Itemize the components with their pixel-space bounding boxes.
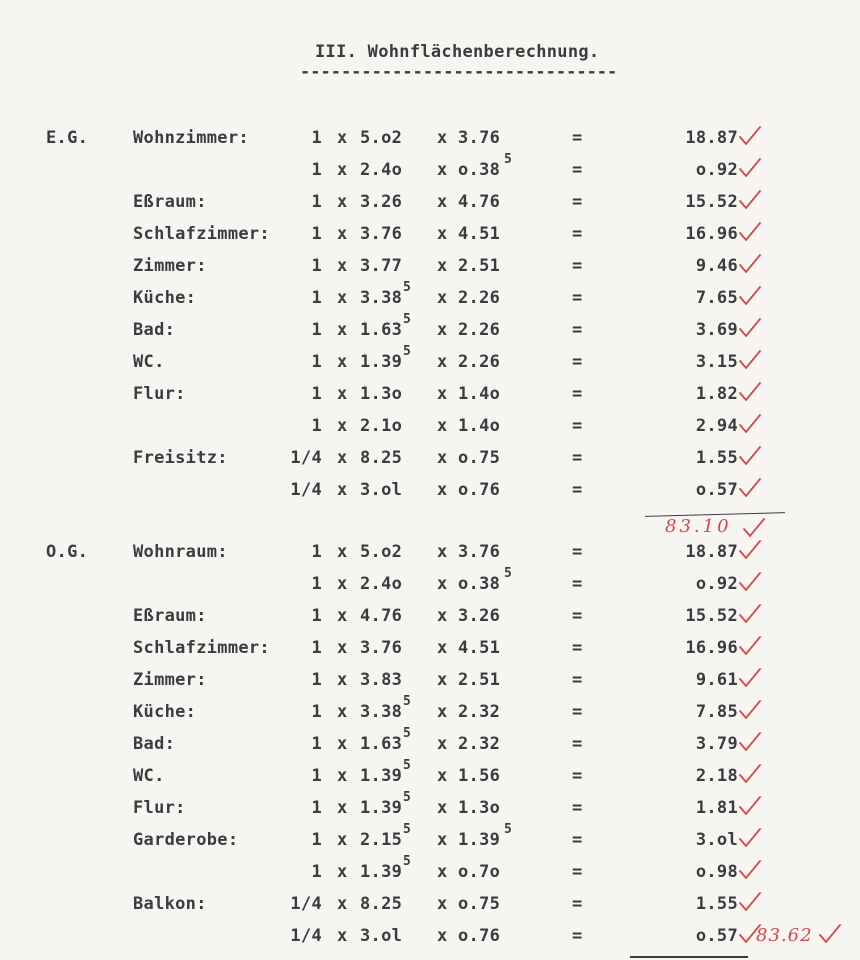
- equals-sign: =: [572, 480, 583, 500]
- factor: 1/4: [290, 480, 322, 500]
- dimension-b: o.75: [458, 894, 501, 914]
- area-result: 18.87: [685, 128, 738, 148]
- checkmark-icon: [738, 477, 762, 499]
- dimension-b: 1.56: [458, 766, 501, 786]
- dimension-a: 1.3o: [360, 384, 403, 404]
- multiply-sign: x: [437, 256, 448, 276]
- dimension-a-superscript: 5: [403, 694, 411, 709]
- multiply-sign: x: [337, 926, 348, 946]
- multiply-sign: x: [437, 352, 448, 372]
- multiply-sign: x: [437, 416, 448, 436]
- checkmark-icon: [738, 891, 762, 913]
- factor: 1: [311, 192, 322, 212]
- room-name: Flur:: [133, 384, 186, 404]
- checkmark-icon: [738, 349, 762, 371]
- equals-sign: =: [572, 448, 583, 468]
- dimension-a: 4.76: [360, 606, 403, 626]
- room-name: Küche:: [133, 288, 197, 308]
- factor: 1: [311, 352, 322, 372]
- room-name: Eßraum:: [133, 192, 207, 212]
- multiply-sign: x: [337, 128, 348, 148]
- multiply-sign: x: [337, 352, 348, 372]
- factor: 1: [311, 128, 322, 148]
- dimension-b: o.76: [458, 480, 501, 500]
- area-result: 15.52: [685, 192, 738, 212]
- dimension-a: 2.4o: [360, 160, 403, 180]
- multiply-sign: x: [337, 734, 348, 754]
- factor: 1: [311, 606, 322, 626]
- factor: 1: [311, 798, 322, 818]
- factor: 1/4: [290, 926, 322, 946]
- equals-sign: =: [572, 606, 583, 626]
- multiply-sign: x: [437, 128, 448, 148]
- dimension-a: 3.26: [360, 192, 403, 212]
- dimension-a: 1.63: [360, 734, 403, 754]
- dimension-a: 8.25: [360, 448, 403, 468]
- room-name: Bad:: [133, 734, 176, 754]
- dimension-a: 2.15: [360, 830, 403, 850]
- checkmark-icon: [738, 285, 762, 307]
- factor: 1: [311, 416, 322, 436]
- room-name: WC.: [133, 766, 165, 786]
- area-result: 2.18: [695, 766, 738, 786]
- room-name: Wohnzimmer:: [133, 128, 249, 148]
- checkmark-icon: [738, 189, 762, 211]
- multiply-sign: x: [437, 894, 448, 914]
- room-name: Garderobe:: [133, 830, 239, 850]
- equals-sign: =: [572, 192, 583, 212]
- dimension-a: 3.ol: [360, 926, 403, 946]
- multiply-sign: x: [437, 926, 448, 946]
- multiply-sign: x: [437, 542, 448, 562]
- equals-sign: =: [572, 288, 583, 308]
- area-result: 3.69: [695, 320, 738, 340]
- area-result: 3.ol: [695, 830, 738, 850]
- area-result: o.92: [695, 160, 738, 180]
- equals-sign: =: [572, 224, 583, 244]
- room-name: Schlafzimmer:: [133, 638, 270, 658]
- factor: 1: [311, 830, 322, 850]
- dimension-b: 1.3o: [458, 798, 501, 818]
- multiply-sign: x: [337, 192, 348, 212]
- room-name: Freisitz:: [133, 448, 228, 468]
- multiply-sign: x: [437, 384, 448, 404]
- multiply-sign: x: [337, 160, 348, 180]
- checkmark-icon: [738, 221, 762, 243]
- handwritten-total: 83.62: [756, 925, 813, 946]
- multiply-sign: x: [437, 798, 448, 818]
- area-result: 1.55: [695, 448, 738, 468]
- dimension-b: o.7o: [458, 862, 501, 882]
- factor: 1: [311, 256, 322, 276]
- multiply-sign: x: [437, 638, 448, 658]
- equals-sign: =: [572, 830, 583, 850]
- dimension-a-superscript: 5: [403, 790, 411, 805]
- area-result: 2.94: [695, 416, 738, 436]
- dimension-b: 1.39: [458, 830, 501, 850]
- area-result: 7.85: [695, 702, 738, 722]
- equals-sign: =: [572, 734, 583, 754]
- equals-sign: =: [572, 702, 583, 722]
- dimension-a-superscript: 5: [403, 344, 411, 359]
- equals-sign: =: [572, 352, 583, 372]
- dimension-a: 3.77: [360, 256, 403, 276]
- checkmark-icon: [742, 517, 766, 539]
- factor: 1: [311, 574, 322, 594]
- dimension-a: 3.38: [360, 702, 403, 722]
- dimension-b: o.75: [458, 448, 501, 468]
- room-name: Bad:: [133, 320, 176, 340]
- multiply-sign: x: [337, 480, 348, 500]
- multiply-sign: x: [437, 160, 448, 180]
- room-name: WC.: [133, 352, 165, 372]
- dimension-b: 4.51: [458, 224, 501, 244]
- checkmark-icon: [738, 795, 762, 817]
- dimension-a-superscript: 5: [403, 854, 411, 869]
- multiply-sign: x: [437, 320, 448, 340]
- multiply-sign: x: [337, 448, 348, 468]
- dimension-b: 4.76: [458, 192, 501, 212]
- dimension-a: 5.o2: [360, 128, 403, 148]
- multiply-sign: x: [337, 224, 348, 244]
- dimension-b: 3.26: [458, 606, 501, 626]
- multiply-sign: x: [337, 574, 348, 594]
- room-name: Zimmer:: [133, 670, 207, 690]
- area-result: 15.52: [685, 606, 738, 626]
- multiply-sign: x: [437, 480, 448, 500]
- multiply-sign: x: [337, 702, 348, 722]
- section-label: O.G.: [46, 542, 89, 562]
- checkmark-icon: [738, 635, 762, 657]
- dimension-a-superscript: 5: [403, 312, 411, 327]
- dimension-b: o.38: [458, 574, 501, 594]
- factor: 1: [311, 542, 322, 562]
- equals-sign: =: [572, 160, 583, 180]
- dimension-a: 5.o2: [360, 542, 403, 562]
- checkmark-icon: [738, 157, 762, 179]
- multiply-sign: x: [437, 862, 448, 882]
- equals-sign: =: [572, 670, 583, 690]
- factor: 1: [311, 766, 322, 786]
- checkmark-icon: [738, 445, 762, 467]
- multiply-sign: x: [437, 448, 448, 468]
- factor: 1/4: [290, 448, 322, 468]
- factor: 1: [311, 320, 322, 340]
- multiply-sign: x: [337, 416, 348, 436]
- dimension-b: 3.76: [458, 128, 501, 148]
- area-result: o.57: [695, 480, 738, 500]
- area-result: 16.96: [685, 224, 738, 244]
- dimension-a-superscript: 5: [403, 726, 411, 741]
- room-name: Wohnraum:: [133, 542, 228, 562]
- factor: 1: [311, 384, 322, 404]
- area-result: 3.15: [695, 352, 738, 372]
- multiply-sign: x: [337, 798, 348, 818]
- checkmark-icon: [738, 731, 762, 753]
- equals-sign: =: [572, 416, 583, 436]
- checkmark-icon: [738, 699, 762, 721]
- checkmark-icon: [738, 571, 762, 593]
- dimension-a: 1.63: [360, 320, 403, 340]
- factor: 1: [311, 288, 322, 308]
- dimension-a-superscript: 5: [403, 758, 411, 773]
- multiply-sign: x: [437, 288, 448, 308]
- equals-sign: =: [572, 320, 583, 340]
- dimension-a: 3.38: [360, 288, 403, 308]
- dimension-a-superscript: 5: [403, 280, 411, 295]
- multiply-sign: x: [337, 638, 348, 658]
- dimension-b-superscript: 5: [504, 566, 512, 581]
- dimension-a: 3.76: [360, 224, 403, 244]
- checkmark-icon: [738, 859, 762, 881]
- equals-sign: =: [572, 894, 583, 914]
- dimension-b: 1.4o: [458, 384, 501, 404]
- factor: 1: [311, 702, 322, 722]
- checkmark-icon: [738, 317, 762, 339]
- checkmark-icon: [738, 539, 762, 561]
- dimension-b-superscript: 5: [504, 822, 512, 837]
- dimension-b: 2.32: [458, 702, 501, 722]
- multiply-sign: x: [337, 606, 348, 626]
- dimension-b-superscript: 5: [504, 152, 512, 167]
- multiply-sign: x: [337, 830, 348, 850]
- equals-sign: =: [572, 384, 583, 404]
- multiply-sign: x: [437, 574, 448, 594]
- room-name: Balkon:: [133, 894, 207, 914]
- area-result: o.57: [695, 926, 738, 946]
- dimension-b: 1.4o: [458, 416, 501, 436]
- area-result: 16.96: [685, 638, 738, 658]
- dimension-b: 2.51: [458, 670, 501, 690]
- checkmark-icon: [738, 381, 762, 403]
- room-name: Eßraum:: [133, 606, 207, 626]
- dimension-a: 2.1o: [360, 416, 403, 436]
- area-result: 9.46: [695, 256, 738, 276]
- multiply-sign: x: [337, 288, 348, 308]
- factor: 1: [311, 160, 322, 180]
- dimension-a: 3.83: [360, 670, 403, 690]
- dimension-a: 1.39: [360, 766, 403, 786]
- equals-sign: =: [572, 542, 583, 562]
- factor: 1: [311, 670, 322, 690]
- area-result: 9.61: [695, 670, 738, 690]
- room-name: Schlafzimmer:: [133, 224, 270, 244]
- dimension-b: 2.32: [458, 734, 501, 754]
- factor: 1: [311, 224, 322, 244]
- multiply-sign: x: [437, 702, 448, 722]
- checkmark-icon: [738, 827, 762, 849]
- area-result: 7.65: [695, 288, 738, 308]
- dimension-a: 1.39: [360, 798, 403, 818]
- multiply-sign: x: [337, 320, 348, 340]
- multiply-sign: x: [437, 766, 448, 786]
- area-result: 1.55: [695, 894, 738, 914]
- dimension-a: 1.39: [360, 862, 403, 882]
- section-label: E.G.: [46, 128, 89, 148]
- equals-sign: =: [572, 766, 583, 786]
- dimension-a-superscript: 5: [403, 822, 411, 837]
- area-result: 1.81: [695, 798, 738, 818]
- checkmark-icon: [738, 763, 762, 785]
- equals-sign: =: [572, 638, 583, 658]
- dimension-b: 2.26: [458, 320, 501, 340]
- equals-sign: =: [572, 128, 583, 148]
- dimension-b: 2.26: [458, 288, 501, 308]
- area-result: 3.79: [695, 734, 738, 754]
- multiply-sign: x: [437, 830, 448, 850]
- sum-line: [630, 956, 748, 958]
- multiply-sign: x: [437, 224, 448, 244]
- dimension-a: 2.4o: [360, 574, 403, 594]
- room-name: Flur:: [133, 798, 186, 818]
- dimension-b: 2.51: [458, 256, 501, 276]
- equals-sign: =: [572, 256, 583, 276]
- area-result: 18.87: [685, 542, 738, 562]
- multiply-sign: x: [337, 256, 348, 276]
- multiply-sign: x: [437, 670, 448, 690]
- checkmark-icon: [738, 413, 762, 435]
- checkmark-icon: [738, 603, 762, 625]
- multiply-sign: x: [337, 542, 348, 562]
- multiply-sign: x: [437, 606, 448, 626]
- title-underline: -------------------------------: [300, 62, 618, 82]
- area-result: o.98: [695, 862, 738, 882]
- equals-sign: =: [572, 926, 583, 946]
- multiply-sign: x: [337, 384, 348, 404]
- dimension-a: 1.39: [360, 352, 403, 372]
- area-result: 1.82: [695, 384, 738, 404]
- equals-sign: =: [572, 798, 583, 818]
- area-result: o.92: [695, 574, 738, 594]
- factor: 1/4: [290, 894, 322, 914]
- dimension-b: 2.26: [458, 352, 501, 372]
- equals-sign: =: [572, 574, 583, 594]
- factor: 1: [311, 862, 322, 882]
- multiply-sign: x: [437, 734, 448, 754]
- dimension-a: 3.ol: [360, 480, 403, 500]
- factor: 1: [311, 638, 322, 658]
- page-title: III. Wohnflächenberechnung.: [315, 42, 600, 62]
- multiply-sign: x: [337, 862, 348, 882]
- dimension-b: 4.51: [458, 638, 501, 658]
- checkmark-icon: [738, 125, 762, 147]
- dimension-b: o.76: [458, 926, 501, 946]
- multiply-sign: x: [337, 894, 348, 914]
- multiply-sign: x: [337, 670, 348, 690]
- dimension-a: 3.76: [360, 638, 403, 658]
- checkmark-icon: [738, 667, 762, 689]
- dimension-a: 8.25: [360, 894, 403, 914]
- room-name: Küche:: [133, 702, 197, 722]
- equals-sign: =: [572, 862, 583, 882]
- handwritten-total: 83.10: [665, 516, 732, 537]
- dimension-b: o.38: [458, 160, 501, 180]
- checkmark-icon: [818, 923, 842, 945]
- factor: 1: [311, 734, 322, 754]
- dimension-b: 3.76: [458, 542, 501, 562]
- multiply-sign: x: [437, 192, 448, 212]
- multiply-sign: x: [337, 766, 348, 786]
- checkmark-icon: [738, 253, 762, 275]
- room-name: Zimmer:: [133, 256, 207, 276]
